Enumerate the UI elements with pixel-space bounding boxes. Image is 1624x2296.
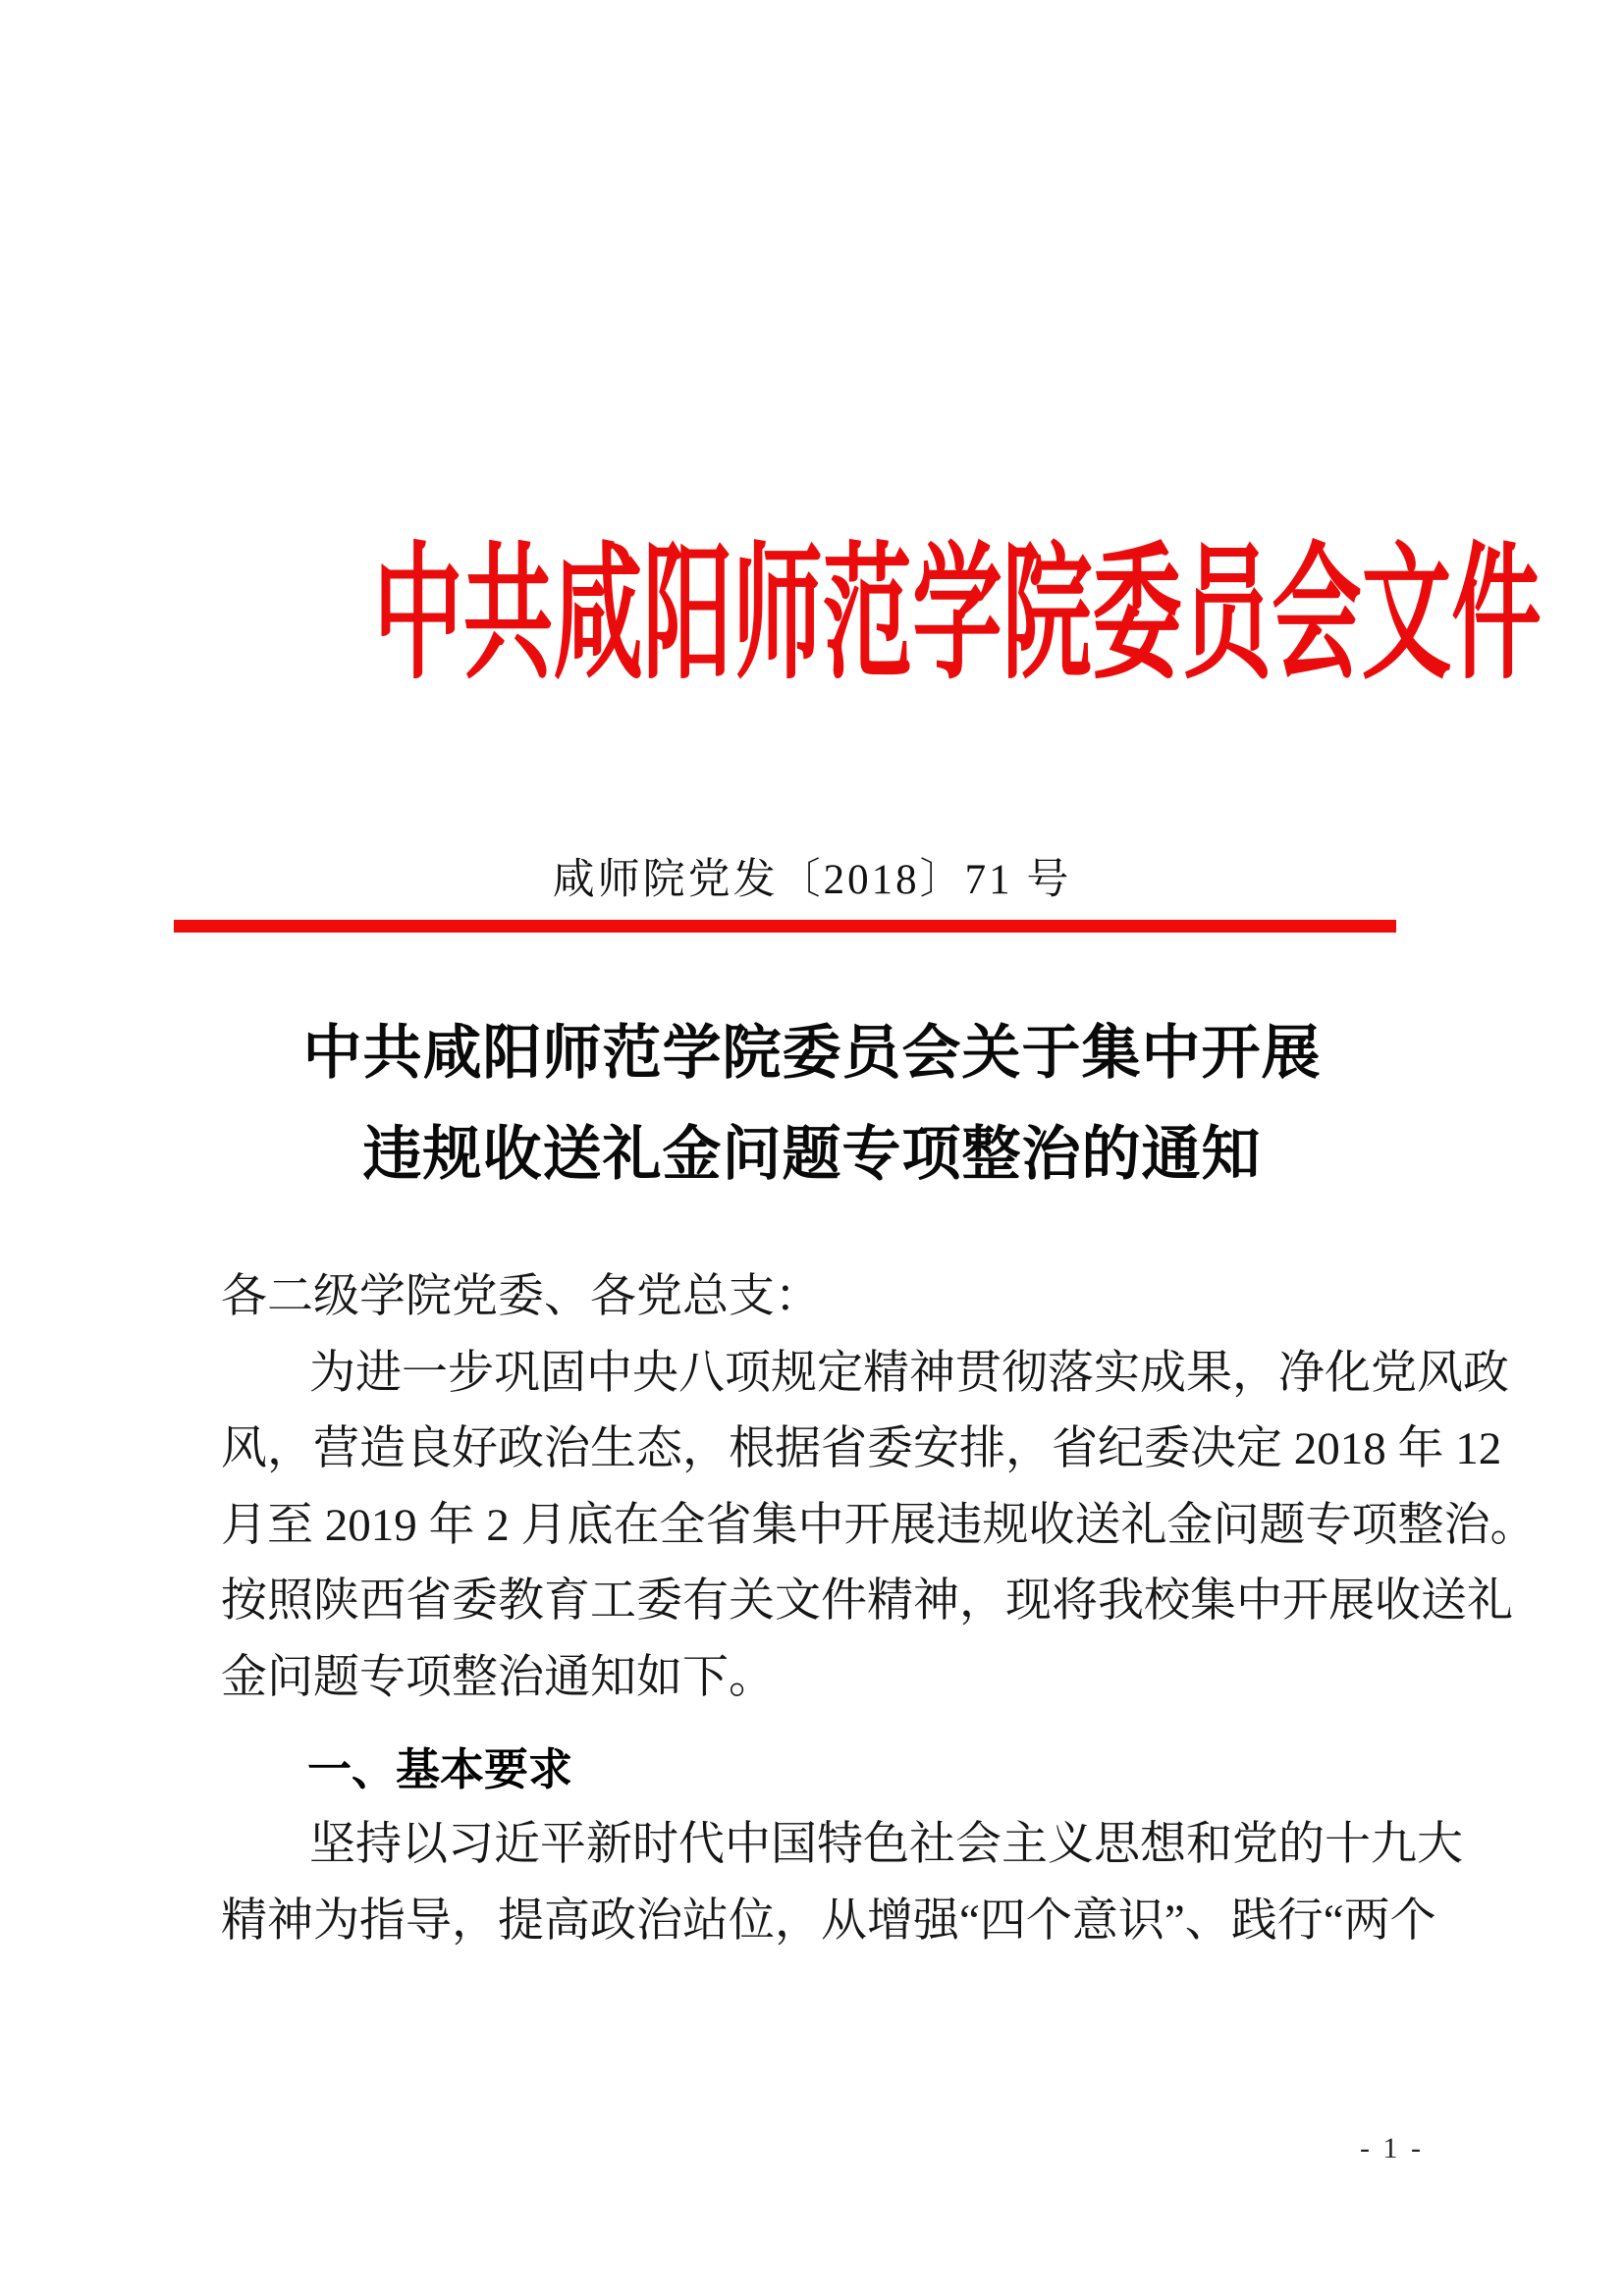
section-heading-1: 一、基本要求 bbox=[307, 1743, 573, 1794]
letterhead bbox=[0, 534, 1624, 697]
letterhead-org-title: 中共咸阳师范学院委员会文件 bbox=[373, 534, 1542, 697]
paragraph-1-line-5: 金问题专项整治通知如下。 bbox=[221, 1651, 775, 1703]
letterhead-red-rule bbox=[174, 920, 1396, 933]
document-title-line-2: 违规收送礼金问题专项整治的通知 bbox=[362, 1122, 1262, 1187]
paragraph-1-line-3: 月至 2019 年 2 月底在全省集中开展违规收送礼金问题专项整治。 bbox=[221, 1499, 1537, 1551]
paragraph-2-line-2: 精神为指导，提高政治站位，从增强“四个意识”、践行“两个 bbox=[221, 1895, 1436, 1947]
document-body bbox=[221, 1259, 1537, 1959]
page-number: - 1 - bbox=[1360, 2132, 1424, 2164]
document-title-line-1: 中共咸阳师范学院委员会关于集中开展 bbox=[302, 1021, 1322, 1086]
paragraph-1-line-4: 按照陕西省委教育工委有关文件精神，现将我校集中开展收送礼 bbox=[221, 1575, 1513, 1628]
document-title bbox=[0, 1003, 1624, 1205]
paragraph-1-line-2: 风，营造良好政治生态，根据省委安排，省纪委决定 2018 年 12 bbox=[221, 1423, 1502, 1475]
salutation-line: 各二级学院党委、各党总支： bbox=[221, 1271, 821, 1322]
doc-issue-number: 咸师院党发〔2018〕71 号 bbox=[552, 857, 1072, 903]
paragraph-1-line-1: 为进一步巩固中央八项规定精神贯彻落实成果，净化党风政 bbox=[309, 1347, 1509, 1399]
paragraph-2-line-1: 坚持以习近平新时代中国特色社会主义思想和党的十九大 bbox=[309, 1819, 1463, 1871]
